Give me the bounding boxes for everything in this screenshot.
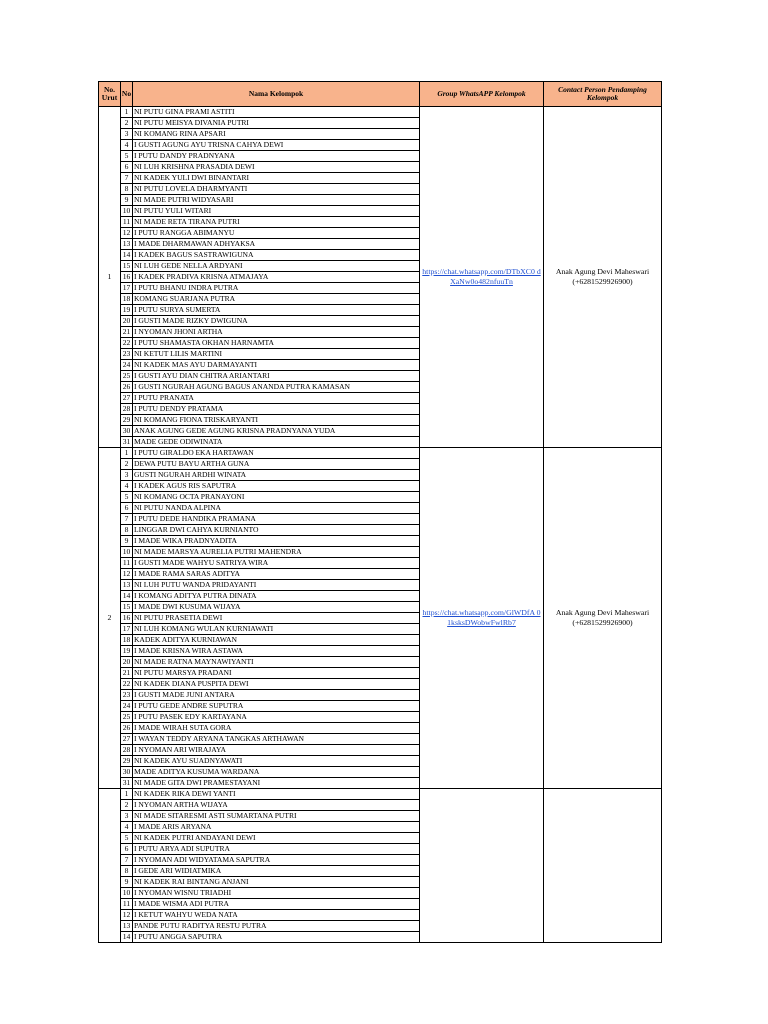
member-number: 10 [121, 206, 133, 217]
member-name: MADE ADITYA KUSUMA WARDANA [133, 767, 420, 778]
member-name: I MADE WIRAH SUTA GORA [133, 723, 420, 734]
member-name: I KADEK PRADIVA KRISNA ATMAJAYA [133, 272, 420, 283]
member-number: 16 [121, 272, 133, 283]
table-row [99, 448, 662, 459]
member-number: 24 [121, 701, 133, 712]
member-number: 28 [121, 745, 133, 756]
member-name: I GUSTI MADE WAHYU SATRIYA WIRA [133, 558, 420, 569]
member-number: 14 [121, 250, 133, 261]
member-name: NI KOMANG OCTA PRANAYONI [133, 492, 420, 503]
member-number: 4 [121, 822, 133, 833]
member-number: 4 [121, 481, 133, 492]
whatsapp-link-cell [420, 448, 544, 789]
member-name: NI LUH KOMANG WULAN KURNIAWATI [133, 624, 420, 635]
member-name: I NYOMAN ARTHA WIJAYA [133, 800, 420, 811]
group-number: 2 [99, 448, 121, 789]
member-number: 7 [121, 173, 133, 184]
member-number: 12 [121, 569, 133, 580]
member-number: 5 [121, 492, 133, 503]
contact-phone: (+6281529926900) [572, 277, 633, 286]
member-number: 30 [121, 426, 133, 437]
member-name: I PUTU BHANU INDRA PUTRA [133, 283, 420, 294]
group-number [99, 789, 121, 943]
member-number: 3 [121, 470, 133, 481]
table-body [99, 107, 662, 943]
member-number: 2 [121, 459, 133, 470]
member-name: I MADE KRISNA WIRA ASTAWA [133, 646, 420, 657]
member-number: 12 [121, 910, 133, 921]
contact-person-cell [544, 789, 662, 943]
member-number: 29 [121, 415, 133, 426]
member-name: I PUTU PASEK EDY KARTAYANA [133, 712, 420, 723]
member-name: NI KOMANG FIONA TRISKARYANTI [133, 415, 420, 426]
member-number: 26 [121, 382, 133, 393]
member-number: 10 [121, 888, 133, 899]
member-number: 17 [121, 283, 133, 294]
member-name: NI MADE RETA TIRANA PUTRI [133, 217, 420, 228]
member-name: NI MADE RATNA MAYNAWIYANTI [133, 657, 420, 668]
member-number: 11 [121, 558, 133, 569]
member-name: NI PUTU PRASETIA DEWI [133, 613, 420, 624]
member-name: I MADE DWI KUSUMA WIJAYA [133, 602, 420, 613]
member-number: 19 [121, 646, 133, 657]
member-number: 29 [121, 756, 133, 767]
member-name: NI PUTU MEISYA DIVANIA PUTRI [133, 118, 420, 129]
member-name: I PUTU ANGGA SAPUTRA [133, 932, 420, 943]
member-name: I KETUT WAHYU WEDA NATA [133, 910, 420, 921]
whatsapp-group-link[interactable]: https://chat.whatsapp.com/GlWDfA 01ksksDWobwFwlRb7 [422, 608, 541, 627]
whatsapp-link-cell [420, 107, 544, 448]
member-name: I KADEK BAGUS SASTRAWIGUNA [133, 250, 420, 261]
header-row [99, 82, 662, 107]
whatsapp-group-link[interactable]: https://chat.whatsapp.com/DTbXC0 dXaNw0o482nfuuTn [422, 267, 541, 286]
member-number: 8 [121, 866, 133, 877]
member-number: 3 [121, 811, 133, 822]
member-name: ANAK AGUNG GEDE AGUNG KRISNA PRADNYANA YUDA [133, 426, 420, 437]
member-name: LINGGAR DWI CAHYA KURNIANTO [133, 525, 420, 536]
member-name: KADEK ADITYA KURNIAWAN [133, 635, 420, 646]
group-number: 1 [99, 107, 121, 448]
member-number: 21 [121, 668, 133, 679]
member-name: I PUTU PRANATA [133, 393, 420, 404]
member-number: 28 [121, 404, 133, 415]
member-number: 1 [121, 789, 133, 800]
member-number: 6 [121, 162, 133, 173]
member-name: I PUTU SHAMASTA OKHAN HARNAMTA [133, 338, 420, 349]
member-number: 2 [121, 800, 133, 811]
member-number: 5 [121, 151, 133, 162]
member-number: 2 [121, 118, 133, 129]
member-name: I MADE DHARMAWAN ADHYAKSA [133, 239, 420, 250]
member-number: 16 [121, 613, 133, 624]
member-name: NI LUH PUTU WANDA PRIDAYANTI [133, 580, 420, 591]
member-name: I PUTU ARYA ADI SUPUTRA [133, 844, 420, 855]
member-number: 15 [121, 261, 133, 272]
member-number: 14 [121, 591, 133, 602]
member-name: I MADE WISMA ADI PUTRA [133, 899, 420, 910]
member-number: 22 [121, 679, 133, 690]
member-number: 1 [121, 107, 133, 118]
member-number: 22 [121, 338, 133, 349]
member-number: 8 [121, 525, 133, 536]
member-name: NI LUH GEDE NELLA ARDYANI [133, 261, 420, 272]
member-number: 1 [121, 448, 133, 459]
member-number: 18 [121, 294, 133, 305]
member-name: I PUTU GIRALDO EKA HARTAWAN [133, 448, 420, 459]
member-number: 11 [121, 217, 133, 228]
member-name: NI PUTU MARSYA PRADANI [133, 668, 420, 679]
member-number: 31 [121, 437, 133, 448]
member-name: I KOMANG ADITYA PUTRA DINATA [133, 591, 420, 602]
member-name: NI MADE GITA DWI PRAMESTAYANI [133, 778, 420, 789]
member-name: I GUSTI AGUNG AYU TRISNA CAHYA DEWI [133, 140, 420, 151]
member-name: I GUSTI MADE RIZKY DWIGUNA [133, 316, 420, 327]
member-name: PANDE PUTU RADITYA RESTU PUTRA [133, 921, 420, 932]
member-name: NI KADEK MAS AYU DARMAYANTI [133, 360, 420, 371]
contact-person-cell [544, 448, 662, 789]
member-name: NI PUTU NANDA ALPINA [133, 503, 420, 514]
contact-person-cell [544, 107, 662, 448]
member-number: 25 [121, 371, 133, 382]
member-name: KOMANG SUARJANA PUTRA [133, 294, 420, 305]
member-number: 6 [121, 844, 133, 855]
member-number: 14 [121, 932, 133, 943]
member-number: 26 [121, 723, 133, 734]
header-no: No [121, 82, 133, 107]
member-name: I NYOMAN ARI WIRAJAYA [133, 745, 420, 756]
member-name: NI PUTU LOVELA DHARMYANTI [133, 184, 420, 195]
member-name: NI KADEK AYU SUADNYAWATI [133, 756, 420, 767]
member-number: 25 [121, 712, 133, 723]
member-name: NI KADEK DIANA PUSPITA DEWI [133, 679, 420, 690]
member-name: DEWA PUTU BAYU ARTHA GUNA [133, 459, 420, 470]
member-name: NI KADEK PUTRI ANDAYANI DEWI [133, 833, 420, 844]
table-row [99, 107, 662, 118]
member-number: 24 [121, 360, 133, 371]
member-name: I GUSTI NGURAH AGUNG BAGUS ANANDA PUTRA KAMASAN [133, 382, 420, 393]
header-nama-kelompok: Nama Kelompok [133, 82, 420, 107]
member-name: I NYOMAN JHONI ARTHA [133, 327, 420, 338]
member-number: 27 [121, 734, 133, 745]
member-name: I PUTU GEDE ANDRE SUPUTRA [133, 701, 420, 712]
group-table [98, 81, 662, 943]
member-name: NI KETUT LILIS MARTINI [133, 349, 420, 360]
member-name: I PUTU DENDY PRATAMA [133, 404, 420, 415]
header-contact-person: Contact Person Pendamping Kelompok [544, 82, 662, 107]
member-number: 30 [121, 767, 133, 778]
member-name: NI LUH KRISHNA PRASADIA DEWI [133, 162, 420, 173]
member-number: 8 [121, 184, 133, 195]
member-number: 9 [121, 536, 133, 547]
member-name: NI MADE MARSYA AURELIA PUTRI MAHENDRA [133, 547, 420, 558]
member-number: 10 [121, 547, 133, 558]
contact-phone: (+6281529926900) [572, 618, 633, 627]
member-name: NI KADEK RAI BINTANG ANJANI [133, 877, 420, 888]
header-no-urut: No. Urut [99, 82, 121, 107]
member-number: 13 [121, 239, 133, 250]
member-number: 23 [121, 690, 133, 701]
member-name: NI KADEK RIKA DEWI YANTI [133, 789, 420, 800]
member-name: NI KOMANG RINA APSARI [133, 129, 420, 140]
member-name: I MADE WIKA PRADNYADITA [133, 536, 420, 547]
member-name: NI MADE PUTRI WIDYASARI [133, 195, 420, 206]
member-name: I GUSTI MADE JUNI ANTARA [133, 690, 420, 701]
member-name: I PUTU SURYA SUMERTA [133, 305, 420, 316]
member-number: 3 [121, 129, 133, 140]
member-name: I PUTU RANGGA ABIMANYU [133, 228, 420, 239]
table-row [99, 789, 662, 800]
member-name: NI PUTU GINA PRAMI ASTITI [133, 107, 420, 118]
member-name: GUSTI NGURAH ARDHI WINATA [133, 470, 420, 481]
member-name: I WAYAN TEDDY ARYANA TANGKAS ARTHAWAN [133, 734, 420, 745]
member-name: I PUTU DEDE HANDIKA PRAMANA [133, 514, 420, 525]
member-number: 20 [121, 316, 133, 327]
member-name: NI PUTU YULI WITARI [133, 206, 420, 217]
whatsapp-link-cell [420, 789, 544, 943]
member-name: I GUSTI AYU DIAN CHITRA ARIANTARI [133, 371, 420, 382]
member-number: 20 [121, 657, 133, 668]
member-number: 17 [121, 624, 133, 635]
member-number: 15 [121, 602, 133, 613]
member-number: 13 [121, 921, 133, 932]
member-number: 12 [121, 228, 133, 239]
header-group-whatsapp: Group WhatsAPP Kelompok [420, 82, 544, 107]
member-number: 27 [121, 393, 133, 404]
member-name: MADE GEDE ODIWINATA [133, 437, 420, 448]
member-number: 18 [121, 635, 133, 646]
member-name: NI MADE SITARESMI ASTI SUMARTANA PUTRI [133, 811, 420, 822]
member-name: I NYOMAN ADI WIDYATAMA SAPUTRA [133, 855, 420, 866]
member-number: 6 [121, 503, 133, 514]
member-number: 13 [121, 580, 133, 591]
member-name: NI KADEK YULI DWI BINANTARI [133, 173, 420, 184]
member-name: I PUTU DANDY PRADNYANA [133, 151, 420, 162]
member-name: I KADEK AGUS RIS SAPUTRA [133, 481, 420, 492]
member-number: 4 [121, 140, 133, 151]
member-number: 7 [121, 514, 133, 525]
member-number: 31 [121, 778, 133, 789]
member-number: 9 [121, 877, 133, 888]
contact-name: Anak Agung Devi Maheswari [555, 266, 650, 276]
member-name: I MADE ARIS ARYANA [133, 822, 420, 833]
member-number: 7 [121, 855, 133, 866]
member-number: 5 [121, 833, 133, 844]
member-number: 9 [121, 195, 133, 206]
member-name: I GEDE ARI WIDIATMIKA [133, 866, 420, 877]
member-number: 11 [121, 899, 133, 910]
contact-name: Anak Agung Devi Maheswari [555, 607, 650, 617]
member-number: 23 [121, 349, 133, 360]
member-number: 21 [121, 327, 133, 338]
member-name: I MADE RAMA SARAS ADITYA [133, 569, 420, 580]
member-name: I NYOMAN WISNU TRIADHI [133, 888, 420, 899]
member-number: 19 [121, 305, 133, 316]
